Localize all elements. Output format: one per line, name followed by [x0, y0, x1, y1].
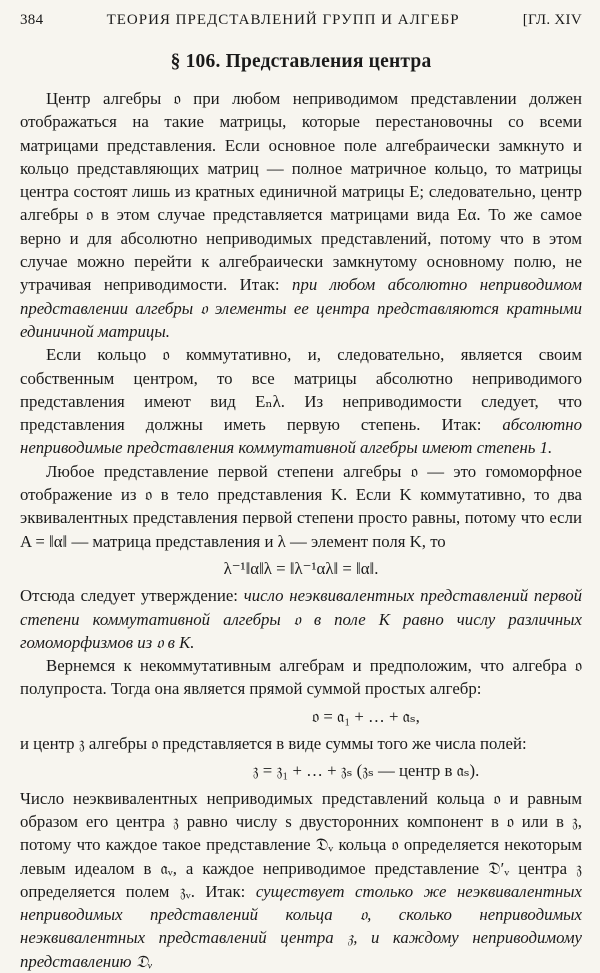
page-number: 384: [20, 12, 44, 28]
paragraph-2-text: Если кольцо 𝔬 коммутативно, и, следовательно, является своим собственным центром, то все матрицы абсолютно неприводимого представления имеют вид Eₙλ. Из неприводимости следует, что представления должны иметь первую степень. Итак:: [20, 345, 582, 435]
running-title: ТЕОРИЯ ПРЕДСТАВЛЕНИЙ ГРУПП И АЛГЕБР: [106, 12, 460, 28]
paragraph-1-text: Центр алгебры 𝔬 при любом неприводимом представлении должен отображаться на такие матрицы, которые перестановочны со всеми матрицами представления. Если основное поле алгебраически замкнуто и кольцо представляющих матриц — полное матричное кольцо, то матрицы центра состоят лишь из кратных единичной матрицы E; следовательно, центр алгебры 𝔬 в этом случае представляется матрицами вида Eα. То же самое верно и для абсолютно неприводимых представлений, потому что в этом случае можно перейти к алгебраически замкнутому основному полю, не утрачивая неприводимости. Итак:: [20, 89, 582, 295]
section-title: § 106. Представления центра: [170, 51, 432, 72]
paragraph-2-statement: абсолютно неприводимые представления коммутативной алгебры имеют степень 1.: [20, 415, 582, 458]
paragraph-3: Любое представление первой степени алгебры 𝔬 — это гомоморфное отображение из 𝔬 в тело представления K. Если K коммутативно, то два эквивалентных представления первой степени просто равны, потому что если A = ‖α‖ — матрица представления и λ — элемент поля K, то: [20, 461, 582, 551]
paragraph-4-text: Отсюда следует утверждение:: [20, 586, 244, 606]
paragraph-1: [20, 87, 582, 343]
chapter-label: [ГЛ. XIV: [522, 12, 582, 28]
formula-3: 𝔷 = 𝔷₁ + … + 𝔷ₛ (𝔷ₛ — центр в 𝔞ₛ).: [252, 761, 480, 781]
formula-2: 𝔬 = 𝔞₁ + … + 𝔞ₛ,: [312, 706, 420, 726]
paragraph-6: и центр 𝔷 алгебры 𝔬 представляется в виде суммы того же числа полей:: [20, 734, 527, 754]
running-header: [20, 0, 582, 29]
formula-1: λ⁻¹‖α‖λ = ‖λ⁻¹αλ‖ = ‖α‖.: [223, 558, 379, 578]
paragraph-5: Вернемся к некоммутативным алгебрам и предположим, что алгебра 𝔬 полупроста. Тогда она является прямой суммой простых алгебр:: [20, 656, 582, 699]
paragraph-1-statement: при любом абсолютно неприводимом представлении алгебры 𝔬 элементы ее центра представляются кратными единичной матрицы.: [20, 275, 582, 341]
paragraph-4: [20, 584, 582, 654]
paragraph-7-statement: существует столько же неэквивалентных неприводимых представлений кольца 𝔬, сколько неприводимых неэквивалентных представлений центра 𝔷, и каждому неприводимому представлению 𝔇ᵥ: [20, 881, 582, 971]
paragraph-7-text: Число неэквивалентных неприводимых представлений кольца 𝔬 и равным образом его центра 𝔷 равно числу s двусторонних компонент в 𝔬 или в 𝔷, потому что каждое такое представление 𝔇ᵥ кольца 𝔬 определяется некоторым левым идеалом в 𝔞ᵥ, а каждое неприводимое представление 𝔇′ᵥ центра 𝔷 определяется полем 𝔷ᵥ. Итак:: [20, 788, 582, 901]
paragraph-4-statement: число неэквивалентных представлений первой степени коммутативной алгебры 𝔬 в поле K равно числу различных гомоморфизмов из 𝔬 в K.: [20, 586, 582, 652]
paragraph-2: [20, 343, 582, 459]
paragraph-7: [20, 787, 582, 973]
